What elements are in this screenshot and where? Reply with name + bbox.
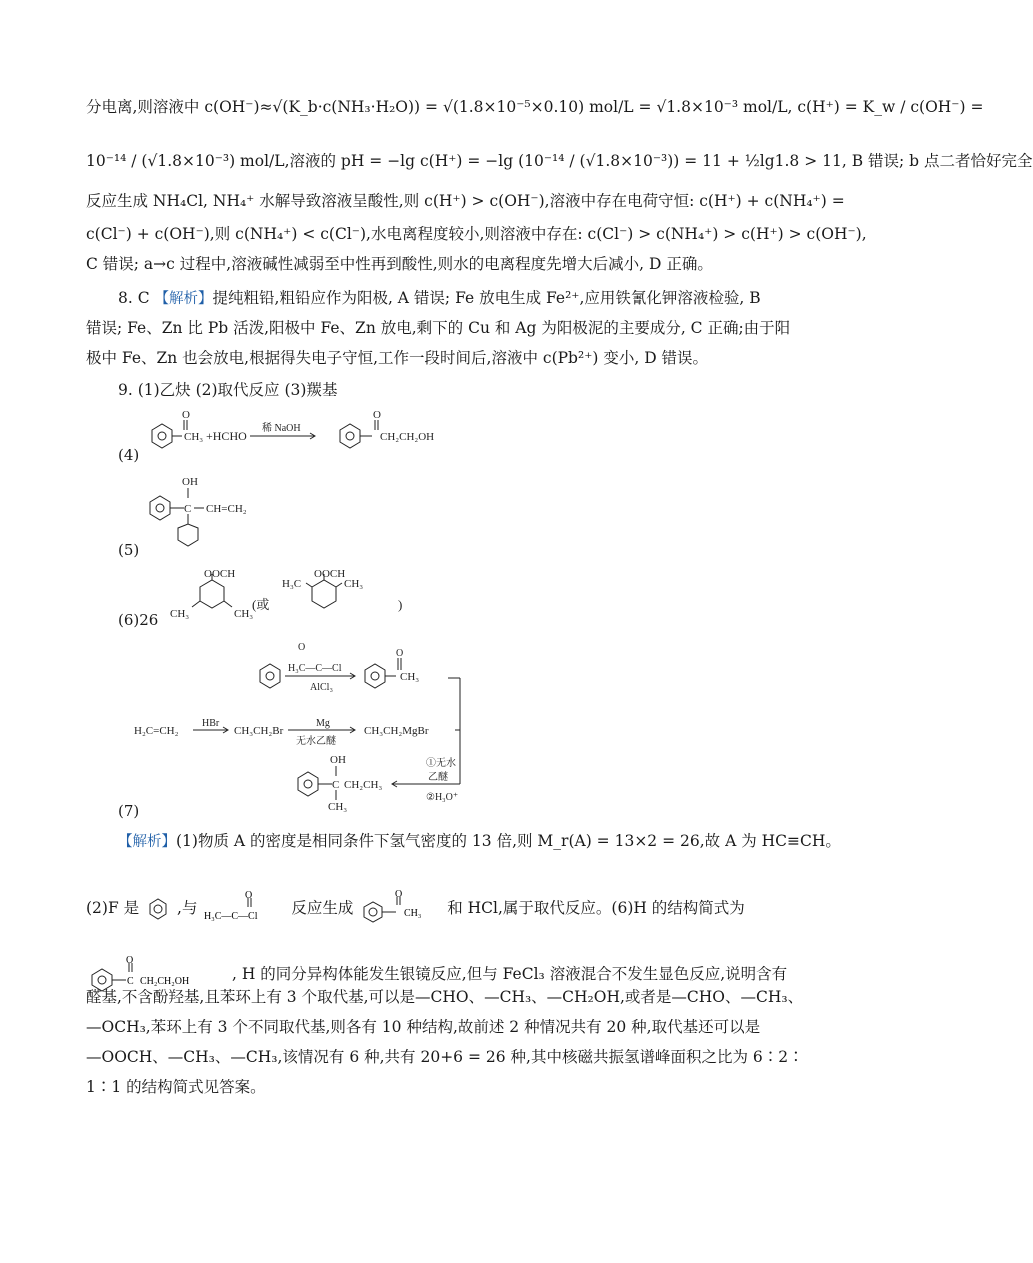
r7-ketone-ch3: CH₃ <box>400 671 420 683</box>
s6-ooch-2: OOCH <box>314 568 346 580</box>
label-6: (6)26 <box>118 611 159 629</box>
analysis-text-3: , H 的同分异构体能发生银镜反应,但与 FeCl₃ 溶液混合不发生显色反应,说明含有 <box>232 965 788 983</box>
r4-o-2: O <box>373 409 381 421</box>
r4-product-chain: CH₂CH₂OH <box>380 431 435 443</box>
q9-answers: 9. (1)乙炔 (2)取代反应 (3)羰基 <box>118 381 338 399</box>
acetyl-o: O <box>245 890 253 901</box>
r7-ketone-o: O <box>396 648 404 659</box>
r7-ether: 无水乙醚 <box>296 736 336 747</box>
q8-line-2: 错误; Fe、Zn 比 Pb 活泼,阳极中 Fe、Zn 放电,剩下的 Cu 和 Ag 为阳极泥的主要成分, C 正确;由于阳 <box>86 319 791 337</box>
analysis-2b: ,与 <box>177 899 198 917</box>
h-c: C <box>127 976 134 987</box>
r4-reagent: +HCHO <box>206 429 247 443</box>
r7-cond-a: ①无水 <box>426 758 456 769</box>
r7-bromoethane: CH₃CH₂Br <box>234 725 284 737</box>
reaction-4-diagram <box>140 408 480 458</box>
analysis-line-6: —OOCH、—CH₃、—CH₃,该情况有 6 种,共有 20+6 = 26 种,其中核磁共振氢谱峰面积之比为 6∶2∶ <box>86 1048 804 1066</box>
r4-ch3: CH₃ <box>184 431 204 443</box>
structure-5-diagram <box>140 468 290 548</box>
text-line-2: 10⁻¹⁴ / (√1.8×10⁻³) mol/L,溶液的 pH = −lg c(H⁺) = −lg (10⁻¹⁴ / (√1.8×10⁻³)) = 11 + ½lg1.8 > 11, B 错误; b 点二者恰好完全 <box>86 152 1033 170</box>
r7-cond-b: 乙醚 <box>428 772 448 783</box>
acetophenone-structure <box>358 891 442 927</box>
text-line-4: c(Cl⁻) + c(OH⁻),则 c(NH₄⁺) < c(Cl⁻),水电离程度较小,则溶液中存在: c(Cl⁻) > c(NH₄⁺) > c(H⁺) > c(OH⁻), <box>86 225 867 243</box>
r4-o-1: O <box>182 409 190 421</box>
acetophenone-ch3: CH₃ <box>404 908 422 919</box>
analysis-line-5: —OCH₃,苯环上有 3 个不同取代基,则各有 10 种结构,故前述 2 种情况共有 20 种,取代基还可以是 <box>86 1018 761 1036</box>
analysis-2d: 和 HCl,属于取代反应。(6)H 的结构简式为 <box>447 899 745 917</box>
h-o: O <box>126 955 134 966</box>
analysis-tag: 【解析】 <box>118 834 176 850</box>
analysis-2c: 反应生成 <box>291 899 354 917</box>
s6-ch3-2: CH₃ <box>344 578 364 590</box>
label-5: (5) <box>118 541 140 559</box>
synthesis-route-7-diagram <box>130 630 490 812</box>
analysis-line-1 <box>118 830 841 853</box>
q8-line-1 <box>118 287 761 310</box>
acetyl-chloride-structure <box>202 891 286 927</box>
q8-line-3: 极中 Fe、Zn 也会放电,根据得失电子守恒,工作一段时间后,溶液中 c(Pb²⁺) 变小, D 错误。 <box>86 349 709 367</box>
r7-product-oh: OH <box>330 754 346 766</box>
benzene-icon <box>144 896 172 922</box>
s6-ch3-left: CH₃ <box>170 608 190 620</box>
analysis-text-1: (1)物质 A 的密度是相同条件下氢气密度的 13 倍,则 M_r(A) = 13×2 = 26,故 A 为 HC≡CH。 <box>176 832 841 850</box>
s5-vinyl: CH=CH₂ <box>206 503 247 515</box>
analysis-line-2 <box>86 891 745 927</box>
r7-acyl-o: O <box>298 642 306 653</box>
r4-condition: 稀 NaOH <box>262 423 301 434</box>
s6-ooch-1: OOCH <box>204 568 236 580</box>
text-line-1: 分电离,则溶液中 c(OH⁻)≈√(K_b·c(NH₃·H₂O)) = √(1.8×10⁻⁵×0.10) mol/L = √1.8×10⁻³ mol/L, c(H⁺) = K_w / c(OH⁻) = <box>86 98 984 116</box>
text-line-3: 反应生成 NH₄Cl, NH₄⁺ 水解导致溶液呈酸性,则 c(H⁺) > c(OH⁻),溶液中存在电荷守恒: c(H⁺) + c(NH₄⁺) = <box>86 192 845 210</box>
r7-product-ch3: CH₃ <box>328 801 348 813</box>
r7-grignard: CH₃CH₂MgBr <box>364 725 429 737</box>
s5-oh: OH <box>182 476 198 488</box>
s6-close: ) <box>398 597 403 612</box>
q8-text-1: 提纯粗铅,粗铅应作为阳极, A 错误; Fe 放电生成 Fe²⁺,应用铁氰化钾溶液检验, B <box>212 289 761 307</box>
r7-mg: Mg <box>316 718 330 729</box>
text-line-5: C 错误; a→c 过程中,溶液碱性减弱至中性再到酸性,则水的电离程度先增大后减小, D 正确。 <box>86 255 713 273</box>
r7-product-c: C <box>332 779 340 791</box>
r7-hbr: HBr <box>202 718 220 729</box>
structure-6-diagram <box>160 565 440 631</box>
r7-product-ethyl: CH₂CH₃ <box>344 779 383 791</box>
r7-acyl-chloride: H₃C—C—Cl <box>288 663 342 674</box>
label-4: (4) <box>118 446 140 464</box>
s5-c: C <box>184 503 192 515</box>
s6-or: (或 <box>252 597 270 612</box>
s6-h3c: H₃C <box>282 578 302 590</box>
acetyl-formula: H₃C—C—Cl <box>204 911 258 922</box>
analysis-line-7: 1∶1 的结构简式见答案。 <box>86 1078 266 1096</box>
r7-alcl3: AlCl₃ <box>310 682 333 693</box>
acetophenone-o: O <box>395 889 403 900</box>
analysis-2a: (2)F 是 <box>86 899 140 917</box>
r7-ethene: H₂C=CH₂ <box>134 725 179 737</box>
r7-cond-c: ②H₃O⁺ <box>426 792 459 803</box>
q8-analysis-tag: 【解析】 <box>154 291 213 307</box>
q8-number: 8. C <box>118 289 150 307</box>
analysis-line-4: 醛基,不含酚羟基,且苯环上有 3 个取代基,可以是—CHO、—CH₃、—CH₂OH,或者是—CHO、—CH₃、 <box>86 988 804 1006</box>
s6-ch3-right: CH₃ <box>234 608 254 620</box>
h-chain: CH₂CH₂OH <box>140 976 190 987</box>
label-7: (7) <box>118 802 140 820</box>
